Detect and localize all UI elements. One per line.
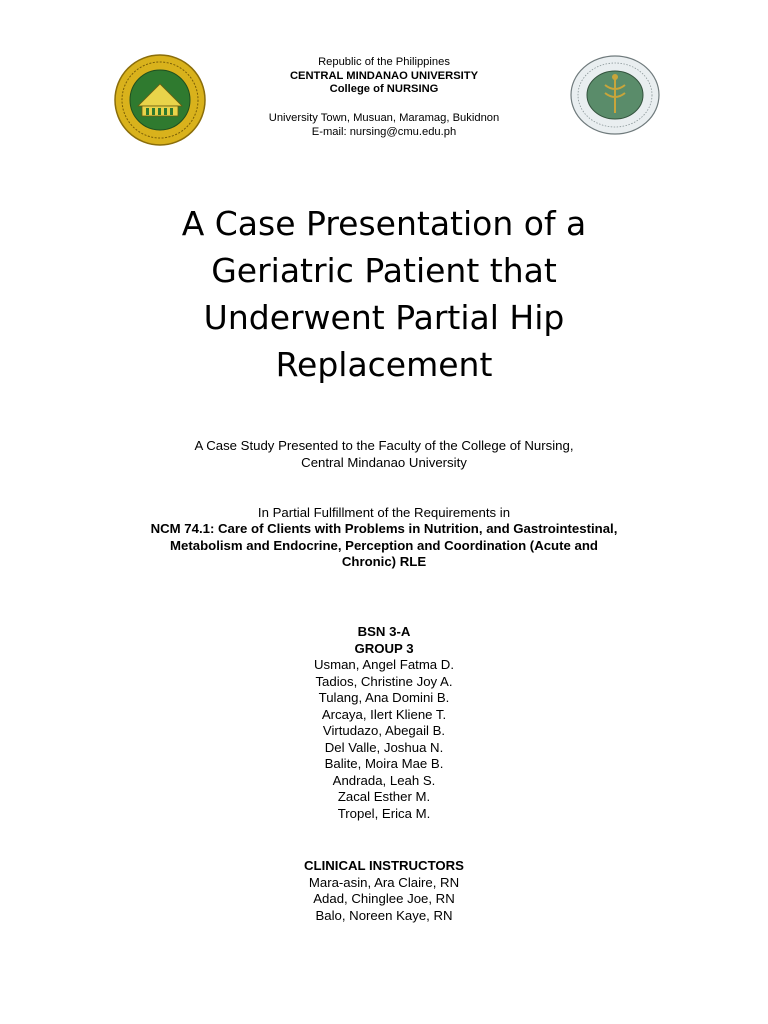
course-title — [60, 521, 708, 571]
group-label: GROUP 3 — [354, 640, 414, 656]
title-line: Underwent Partial Hip — [203, 298, 565, 337]
instructors-block — [60, 858, 708, 924]
instructors-heading: CLINICAL INSTRUCTORS — [304, 858, 464, 873]
member-name: Virtudazo, Abegail B. — [322, 723, 446, 738]
member-name: Tropel, Erica M. — [337, 805, 431, 821]
member-name: Arcaya, Ilert Kliene T. — [321, 706, 447, 722]
title-line: Replacement — [275, 345, 493, 384]
course-line: NCM 74.1: Care of Clients with Problems in Nutrition, and Gastrointestinal, — [150, 521, 618, 536]
section-label: BSN 3-A — [357, 624, 411, 639]
institution-contact — [0, 112, 768, 139]
instructor-name: Adad, Chinglee Joe, RN — [313, 891, 455, 906]
email-line: E-mail: nursing@cmu.edu.ph — [311, 125, 457, 138]
document-title — [84, 200, 684, 388]
member-name: Andrada, Leah S. — [332, 772, 436, 788]
institution-header — [0, 56, 768, 97]
member-name: Tadios, Christine Joy A. — [315, 673, 453, 689]
college-name: College of NURSING — [329, 83, 439, 95]
member-name: Balite, Moira Mae B. — [324, 756, 444, 771]
member-name: Del Valle, Joshua N. — [324, 739, 444, 755]
instructor-name: Balo, Noreen Kaye, RN — [315, 907, 453, 923]
course-line: Chronic) RLE — [341, 554, 427, 569]
address-line: University Town, Musuan, Maramag, Bukidnon — [268, 112, 500, 124]
fulfillment-intro — [60, 505, 708, 522]
member-name: Zacal Esther M. — [337, 789, 431, 804]
presented-line-2: Central Mindanao University — [301, 454, 467, 470]
title-line: Geriatric Patient that — [211, 251, 557, 290]
fulfillment-intro-text: In Partial Fulfillment of the Requirements in — [257, 505, 511, 520]
presentation-statement — [60, 438, 708, 471]
member-name: Usman, Angel Fatma D. — [314, 657, 454, 672]
member-name: Tulang, Ana Domini B. — [318, 690, 450, 705]
republic-line: Republic of the Philippines — [318, 56, 450, 68]
group-block — [60, 624, 708, 822]
course-line: Metabolism and Endocrine, Perception and Coordination (Acute and — [170, 537, 598, 553]
university-name: CENTRAL MINDANAO UNIVERSITY — [289, 69, 479, 82]
presented-line-1: A Case Study Presented to the Faculty of the College of Nursing, — [194, 438, 574, 453]
instructor-name: Mara-asin, Ara Claire, RN — [308, 874, 460, 890]
title-line: A Case Presentation of a — [181, 204, 587, 243]
